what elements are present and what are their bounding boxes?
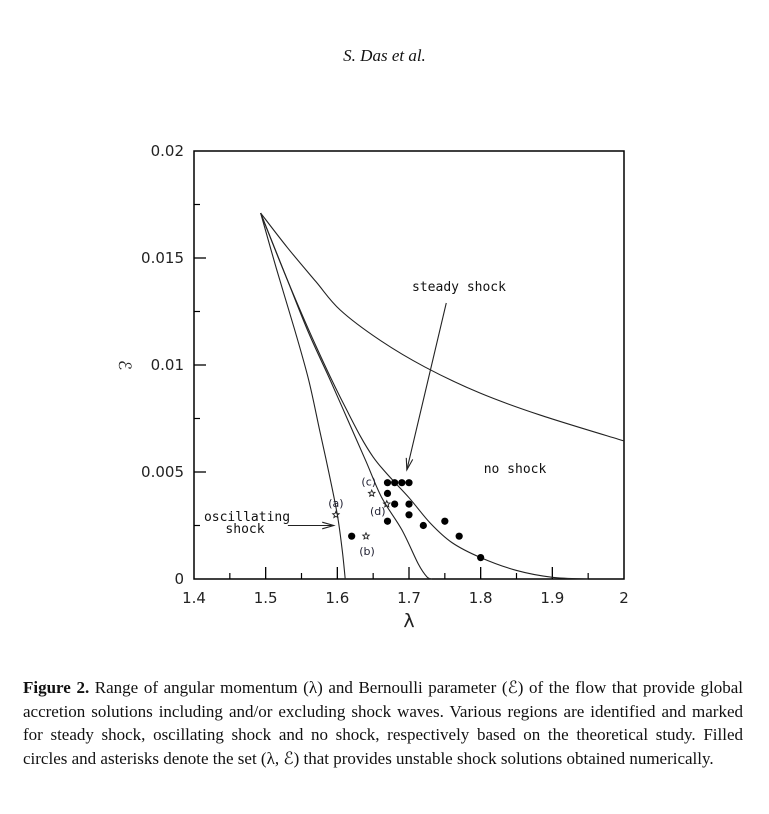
asterisk-point [369,490,375,496]
filled-circle-point [384,518,391,525]
filled-circle-point [391,501,398,508]
y-axis-label: ℰ [114,359,134,371]
annotation-noshock-text: no shock [483,462,547,477]
asterisk-label: (d) [369,505,386,519]
asterisk-point [363,533,369,539]
annotation-steady-text: steady shock [412,280,506,295]
curves [261,213,624,579]
filled-circle-point [398,479,405,486]
annotations [204,280,547,537]
x-tick-label: 1.8 [468,589,493,607]
x-tick-label: 1.5 [253,589,278,607]
filled-circle-point [391,479,398,486]
annotation-steady-arrow-line [407,303,446,470]
filled-circle-point [384,490,391,497]
caption-label: Figure 2. [23,678,90,697]
y-tick-label: 0 [174,570,184,588]
x-tick-label: 1.6 [325,589,350,607]
x-tick-label: 1.4 [182,589,206,607]
filled-circle-point [348,533,355,540]
x-tick-label: 1.9 [540,589,565,607]
y-tick-label: 0.01 [150,356,184,374]
x-axis-label: λ [403,610,415,632]
filled-circle-point [405,501,412,508]
x-tick-label: 1.7 [397,589,421,607]
y-tick-label: 0.02 [150,142,184,160]
y-tick-label: 0.015 [141,249,184,267]
filled-circle-point [405,511,412,518]
running-head: S. Das et al. [343,46,426,65]
filled-circle-point [456,533,463,540]
axis-ticks [141,142,629,607]
filled-circle-point [477,554,484,561]
asterisk-label: (c) [361,475,377,489]
x-tick-label: 2 [619,589,629,607]
caption-text: Range of angular momentum (λ) and Bernoulli parameter (ℰ) of the flow that provide global accretion solutions including and/or excluding shock waves. Various regions are identified and marked for steady shock, oscillating shock and no shock, respectively based on the theoretical study. Filled circles and asterisks denote the set (λ, ℰ) that provides unstable shock solutions obtained numerically. [23,678,743,768]
filled-circle-point [441,518,448,525]
filled-circle-point [384,479,391,486]
annotation-oscillating-text: shock [225,522,265,537]
y-tick-label: 0.005 [141,463,184,481]
filled-circle-point [405,479,412,486]
asterisk-label: (b) [359,545,375,559]
filled-circle-point [420,522,427,529]
annotation-oscillating-text: oscillating [203,510,291,525]
figure-caption [23,676,743,770]
asterisk-label: (a) [328,496,344,510]
